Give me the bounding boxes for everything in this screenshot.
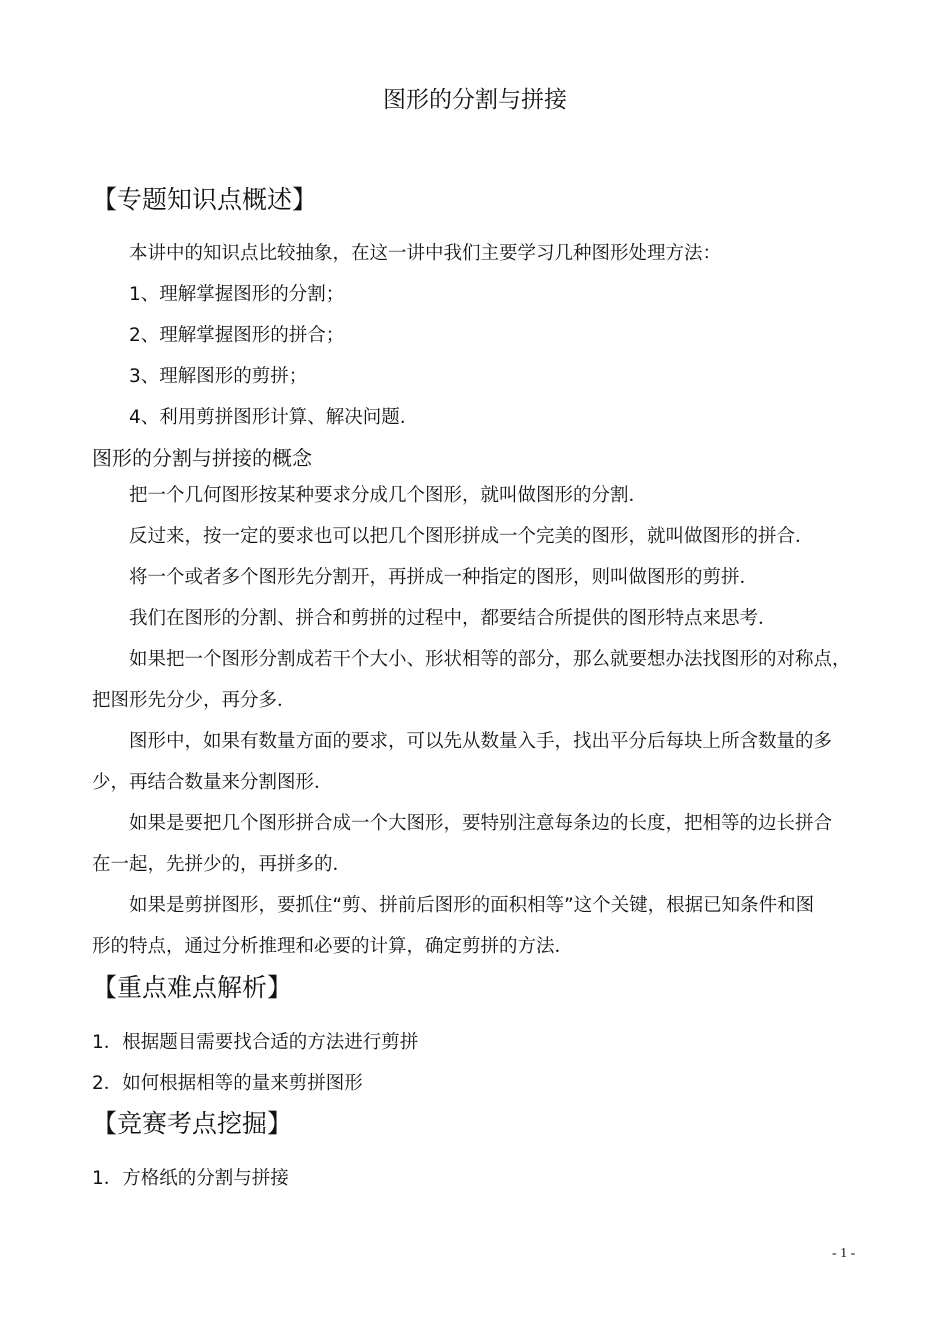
intro-paragraph: 本讲中的知识点比较抽象，在这一讲中我们主要学习几种图形处理方法： [129, 243, 722, 264]
paragraph-line: 反过来，按一定的要求也可以把几个图形拼成一个完美的图形，就叫做图形的拼合． [129, 526, 814, 547]
paragraph-line: 如果是要把几个图形拼合成一个大图形，要特别注意每条边的长度，把相等的边长拼合 [129, 813, 833, 834]
subsection-heading-concept: 图形的分割与拼接的概念 [92, 446, 312, 470]
paragraph-line: 如果是剪拼图形，要抓住“剪、拼前后图形的面积相等”这个关键，根据已知条件和图 [129, 895, 815, 916]
list-item: 1、理解掌握图形的分割； [129, 284, 345, 305]
page-number: - 1 - [832, 1246, 856, 1261]
list-item: 1．根据题目需要找合适的方法进行剪拼 [92, 1032, 419, 1053]
section-heading-key-points: 【重点难点解析】 [92, 973, 293, 1002]
list-item: 4、利用剪拼图形计算、解决问题. [129, 407, 406, 428]
paragraph-line: 形的特点，通过分析推理和必要的计算，确定剪拼的方法． [92, 936, 574, 957]
paragraph-line: 把一个几何图形按某种要求分成几个图形，就叫做图形的分割． [129, 485, 648, 506]
page-title: 图形的分割与拼接 [383, 87, 567, 113]
paragraph-line: 如果把一个图形分割成若干个大小、形状相等的部分，那么就要想办法找图形的对称点， [129, 649, 851, 670]
section-heading-overview: 【专题知识点概述】 [92, 185, 318, 214]
list-item: 3、理解图形的剪拼； [129, 366, 308, 387]
paragraph-line: 少，再结合数量来分割图形． [92, 772, 333, 793]
paragraph-line: 将一个或者多个图形先分割开，再拼成一种指定的图形，则叫做图形的剪拼． [129, 567, 759, 588]
list-item: 1．方格纸的分割与拼接 [92, 1168, 289, 1189]
paragraph-line: 在一起，先拼少的，再拼多的． [92, 854, 352, 875]
list-item: 2、理解掌握图形的拼合； [129, 325, 345, 346]
paragraph-line: 把图形先分少，再分多． [92, 690, 296, 711]
section-heading-contest: 【竞赛考点挖掘】 [92, 1109, 293, 1138]
list-item: 2．如何根据相等的量来剪拼图形 [92, 1073, 363, 1094]
paragraph-line: 我们在图形的分割、拼合和剪拼的过程中，都要结合所提供的图形特点来思考． [129, 608, 777, 629]
paragraph-line: 图形中，如果有数量方面的要求，可以先从数量入手，找出平分后每块上所含数量的多 [129, 731, 833, 752]
